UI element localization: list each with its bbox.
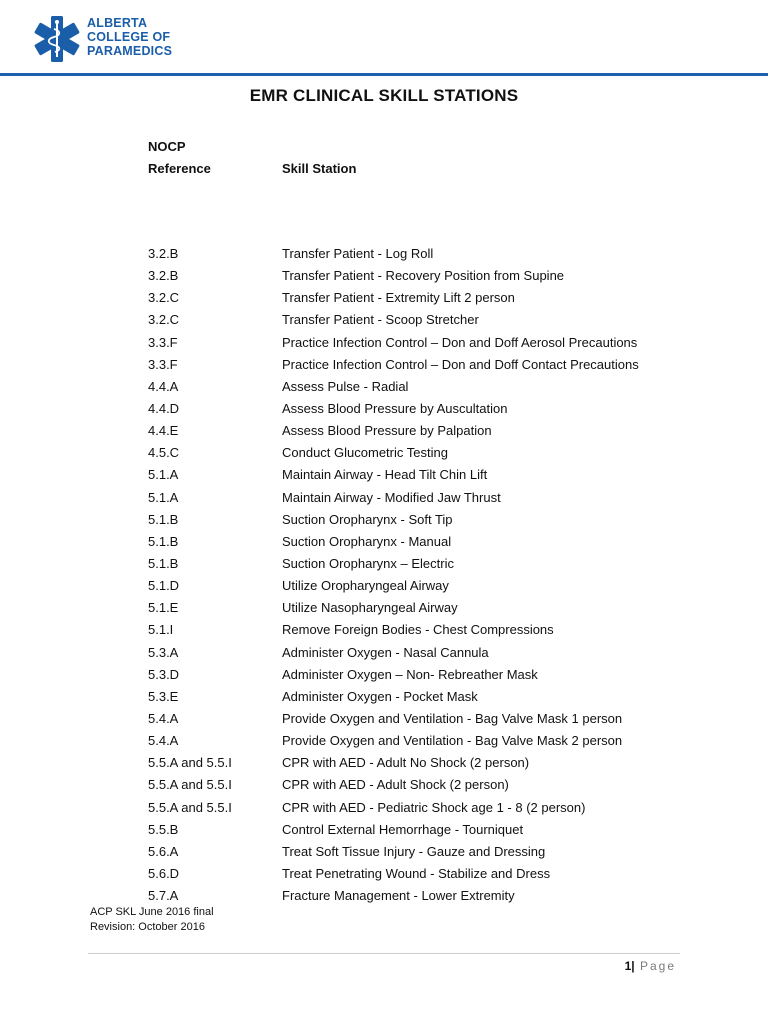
skill-station-name: Transfer Patient - Extremity Lift 2 person bbox=[282, 290, 515, 306]
skill-station-name: Transfer Patient - Recovery Position from Supine bbox=[282, 268, 565, 284]
nocp-reference: 5.1.D bbox=[148, 578, 180, 594]
skill-station-name: CPR with AED - Adult Shock (2 person) bbox=[282, 777, 509, 793]
skill-station-name: Assess Pulse - Radial bbox=[282, 378, 409, 394]
table-row bbox=[0, 730, 768, 752]
nocp-reference: 5.1.A bbox=[148, 467, 179, 483]
revision-line-1: ACP SKL June 2016 final bbox=[90, 906, 214, 918]
table-row bbox=[0, 531, 768, 553]
table-row bbox=[0, 376, 768, 398]
table-row bbox=[0, 354, 768, 376]
skill-station-name: Provide Oxygen and Ventilation - Bag Valve Mask 1 person bbox=[282, 710, 623, 726]
skill-station-name: Remove Foreign Bodies - Chest Compressions bbox=[282, 622, 554, 638]
skill-station-name: Utilize Oropharyngeal Airway bbox=[282, 578, 449, 594]
table-row bbox=[0, 287, 768, 309]
skill-station-name: Practice Infection Control – Don and Doff Aerosol Precautions bbox=[282, 334, 638, 350]
skill-station-name: Provide Oxygen and Ventilation - Bag Valve Mask 2 person bbox=[282, 733, 623, 749]
table-row bbox=[0, 398, 768, 420]
logo-wordmark bbox=[87, 16, 172, 58]
nocp-reference: 4.4.E bbox=[148, 423, 179, 439]
table-row bbox=[0, 243, 768, 265]
table-row bbox=[0, 309, 768, 331]
table-row bbox=[0, 819, 768, 841]
table-row bbox=[0, 686, 768, 708]
page-title: EMR CLINICAL SKILL STATIONS bbox=[249, 86, 519, 105]
nocp-reference: 4.4.A bbox=[148, 378, 179, 394]
page-number-value: 1 bbox=[624, 959, 632, 973]
nocp-reference: 3.2.B bbox=[148, 268, 179, 284]
table-row bbox=[0, 664, 768, 686]
nocp-reference: 5.5.A and 5.5.I bbox=[148, 777, 232, 793]
table-row bbox=[0, 642, 768, 664]
skill-station-name: Practice Infection Control – Don and Doff Contact Precautions bbox=[282, 356, 639, 372]
table-row bbox=[0, 708, 768, 730]
table-row bbox=[0, 509, 768, 531]
column-header-skill: Skill Station bbox=[282, 161, 357, 176]
table-row bbox=[0, 863, 768, 885]
table-row bbox=[0, 487, 768, 509]
nocp-reference: 5.5.A and 5.5.I bbox=[148, 755, 232, 771]
skill-station-name: Treat Penetrating Wound - Stabilize and Dress bbox=[282, 865, 551, 881]
table-row bbox=[0, 420, 768, 442]
table-row bbox=[0, 841, 768, 863]
logo-line-2: COLLEGE OF bbox=[87, 30, 171, 44]
page-number-separator: | bbox=[631, 959, 635, 973]
nocp-reference: 3.3.F bbox=[148, 334, 178, 350]
table-row bbox=[0, 464, 768, 486]
table-row bbox=[0, 442, 768, 464]
nocp-reference: 5.6.D bbox=[148, 865, 180, 881]
nocp-reference: 5.4.A bbox=[148, 733, 179, 749]
table-row bbox=[0, 265, 768, 287]
table-row bbox=[0, 797, 768, 819]
nocp-reference: 4.4.D bbox=[148, 400, 180, 416]
skill-station-name: CPR with AED - Adult No Shock (2 person) bbox=[282, 755, 530, 771]
skill-station-name: Utilize Nasopharyngeal Airway bbox=[282, 600, 458, 616]
skill-station-name: Suction Oropharynx - Soft Tip bbox=[282, 511, 453, 527]
skill-station-name: Transfer Patient - Scoop Stretcher bbox=[282, 312, 479, 328]
nocp-reference: 3.2.C bbox=[148, 290, 180, 306]
skill-station-name: Conduct Glucometric Testing bbox=[282, 445, 448, 461]
table-row bbox=[0, 885, 768, 907]
logo-line-3: PARAMEDICS bbox=[87, 44, 173, 58]
college-logo bbox=[28, 6, 186, 70]
star-of-life-icon bbox=[32, 14, 82, 64]
nocp-reference: 5.5.A and 5.5.I bbox=[148, 799, 232, 815]
nocp-reference: 5.1.B bbox=[148, 555, 179, 571]
nocp-reference: 4.5.C bbox=[148, 445, 180, 461]
nocp-reference: 3.2.C bbox=[148, 312, 180, 328]
nocp-reference: 5.1.E bbox=[148, 600, 179, 616]
nocp-reference: 3.3.F bbox=[148, 356, 178, 372]
nocp-reference: 5.1.A bbox=[148, 489, 179, 505]
skill-station-name: CPR with AED - Pediatric Shock age 1 - 8 (2 person) bbox=[282, 799, 586, 815]
skill-station-name: Assess Blood Pressure by Auscultation bbox=[282, 400, 508, 416]
table-row bbox=[0, 774, 768, 796]
table-row bbox=[0, 619, 768, 641]
table-row bbox=[0, 332, 768, 354]
column-header-reference bbox=[148, 136, 211, 180]
skill-station-name: Administer Oxygen – Non- Rebreather Mask bbox=[282, 666, 538, 682]
nocp-reference: 5.5.B bbox=[148, 821, 179, 837]
nocp-reference: 5.1.B bbox=[148, 533, 179, 549]
column-header-reference-line2: Reference bbox=[148, 161, 211, 176]
nocp-reference: 5.1.I bbox=[148, 622, 174, 638]
column-header-reference-line1: NOCP bbox=[148, 139, 186, 154]
nocp-reference: 5.3.A bbox=[148, 644, 179, 660]
table-row bbox=[0, 597, 768, 619]
table-row bbox=[0, 553, 768, 575]
page-number bbox=[625, 958, 676, 974]
header-divider bbox=[0, 73, 768, 76]
table-row bbox=[0, 575, 768, 597]
skill-station-name: Control External Hemorrhage - Tourniquet bbox=[282, 821, 524, 837]
skill-station-name: Suction Oropharynx - Manual bbox=[282, 533, 452, 549]
revision-line-2: Revision: October 2016 bbox=[90, 921, 205, 933]
table-row bbox=[0, 752, 768, 774]
nocp-reference: 5.3.E bbox=[148, 688, 179, 704]
nocp-reference: 5.4.A bbox=[148, 710, 179, 726]
skill-station-name: Administer Oxygen - Pocket Mask bbox=[282, 688, 478, 704]
skill-station-name: Maintain Airway - Modified Jaw Thrust bbox=[282, 489, 501, 505]
page-word: Page bbox=[634, 959, 676, 973]
skill-station-name: Treat Soft Tissue Injury - Gauze and Dressing bbox=[282, 843, 546, 859]
skill-station-name: Assess Blood Pressure by Palpation bbox=[282, 423, 492, 439]
nocp-reference: 5.1.B bbox=[148, 511, 179, 527]
skill-station-table bbox=[0, 243, 768, 907]
skill-station-name: Transfer Patient - Log Roll bbox=[282, 246, 434, 261]
document-revision-note bbox=[90, 905, 214, 935]
logo-line-1: ALBERTA bbox=[87, 16, 148, 30]
skill-station-name: Fracture Management - Lower Extremity bbox=[282, 888, 515, 904]
nocp-reference: 5.7.A bbox=[148, 888, 179, 904]
skill-station-name: Suction Oropharynx – Electric bbox=[282, 555, 454, 571]
footer-divider bbox=[88, 953, 680, 954]
skill-station-name: Maintain Airway - Head Tilt Chin Lift bbox=[282, 467, 488, 483]
nocp-reference: 3.2.B bbox=[148, 246, 179, 261]
nocp-reference: 5.6.A bbox=[148, 843, 179, 859]
nocp-reference: 5.3.D bbox=[148, 666, 180, 682]
skill-station-name: Administer Oxygen - Nasal Cannula bbox=[282, 644, 489, 660]
